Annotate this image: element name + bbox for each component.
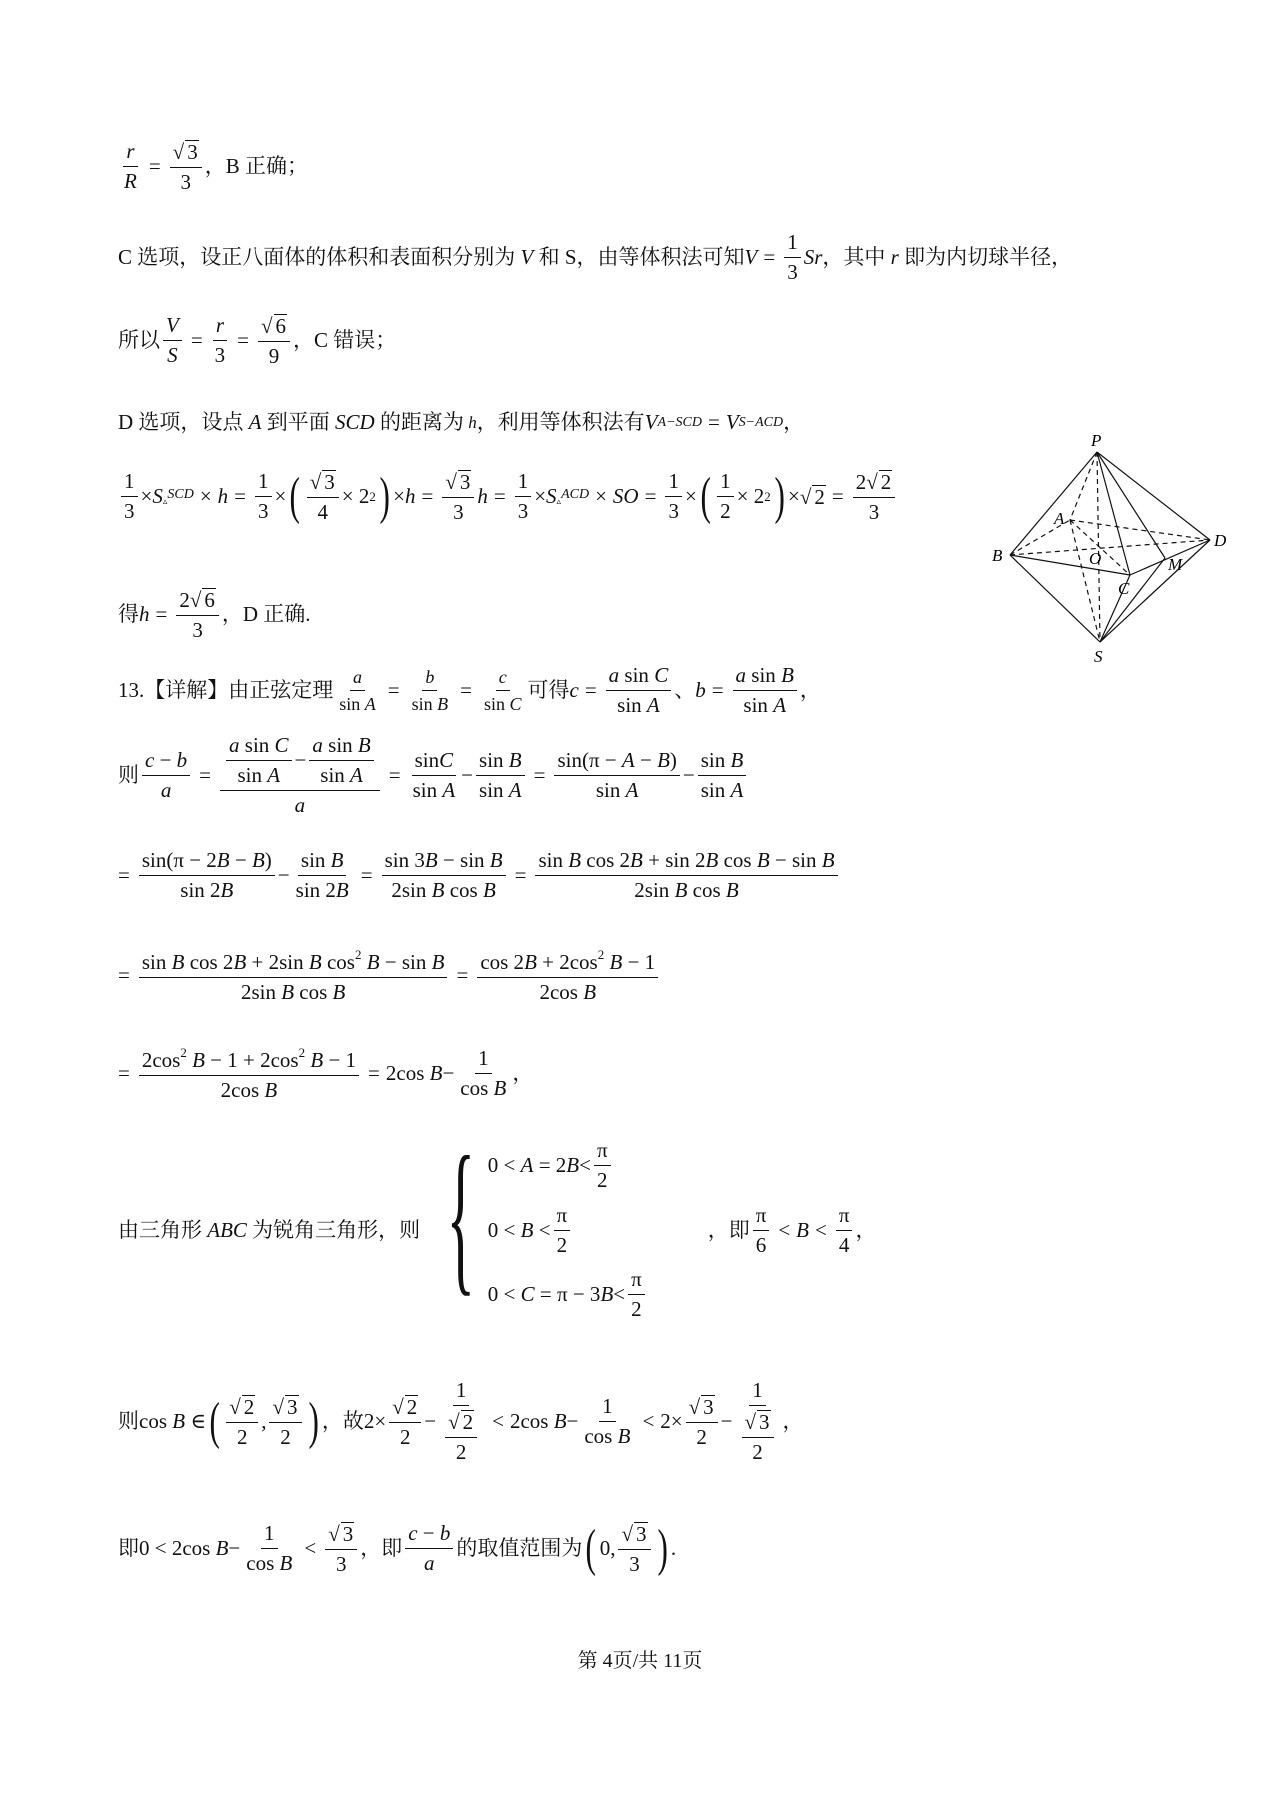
- text: .: [670, 1536, 677, 1560]
- text: ，: [783, 410, 805, 434]
- octahedron-figure: [990, 430, 1230, 670]
- text: ，由等体积法可知: [576, 245, 745, 269]
- label-S: S: [1094, 647, 1103, 666]
- line-c-minus-b: 则 $\frac{c - b}{a}$ = $\frac{\text{a sin C}}{\text{sin A}}$ − $\frac{\text{a sin B}}{\text{sin A}}$ a = $\frac{\sin C}{\text{sin A}}$ − $\frac{\text{sin B}}{\text{sin A}}$ = $\frac{\sin(\pi - A - B)}{\text{sin A}}$ − $\frac{\text{sin B}}{\text{sin A}}$: [118, 735, 749, 816]
- label-B: B: [992, 546, 1003, 565]
- label-M: M: [1168, 555, 1183, 574]
- text: ，B 正确；: [204, 154, 308, 178]
- label-O: O: [1089, 549, 1102, 568]
- text: ，: [799, 678, 821, 702]
- text: 、: [674, 678, 696, 702]
- line-h-result: 得 h = $\frac{2√ 6}{3}$ ，D 正确.: [118, 588, 311, 642]
- text: ，故: [321, 1409, 364, 1433]
- text: 到平面: [266, 410, 330, 434]
- text: ，利用等体积法有: [476, 410, 645, 434]
- line-acute-triangle: 由三角形 ABC 为锐角三角形，则 { 0 < A = 2 B < $\frac{\pi}{2}$ 0 < B < $\frac{\pi}{2}$ 0 < C = π − 3 B < $\frac{\pi}{2}$ ，即 $\frac{\pi}{6}$ < B < $\frac{\pi}{4}$ ，: [118, 1122, 877, 1321]
- text: 为锐角三角形，则: [252, 1217, 421, 1242]
- label-D: D: [1214, 531, 1227, 550]
- text: ，即: [707, 1217, 750, 1242]
- text: 可得: [527, 678, 570, 702]
- line-step-3: = $\frac{\sin B \cos 2B + 2\sin B \cos^2 B - \sin B}{\text{2sin B cos B}}$ = $\frac{\cos 2B + 2\cos^2 B - 1}{\text{2cos B}}$: [118, 948, 661, 1003]
- line-step-4: = $\frac{2\cos^2 B - 1 + 2\cos^2 B - 1}{\text{2cos B}}$ = 2cos B − $\frac{1}{\text{cos B}}$ ，: [118, 1045, 534, 1102]
- text: ，: [512, 1061, 534, 1085]
- text: 和: [538, 245, 560, 269]
- line-volume-equation: $\frac{1}{3}$ × S $_▵$SCD × h = $\frac{1}{3}$ × ( $\frac{√ 3}{4}$ × 2 2 ) × h = $\frac{√ 3}{3}$ h = $\frac{1}{3}$ × S $_▵$ACD × SO = $\frac{1}{3}$ × ( $\frac{1}{2}$ × 2 2 ) × √ 2 = $\frac{2√ 2}{3}$: [118, 470, 898, 523]
- line-v-over-s: 所以 $\frac{V}{S}$ = $\frac{r}{3}$ = $\frac{√ 6}{9}$ ，C 错误；: [118, 313, 397, 368]
- line-option-c: C 选项，设正八面体的体积和表面积分别为 V 和 S ，由等体积法可知 V = $\frac{1}{3}$ Sr ，其中 r 即为内切球半径，: [118, 230, 1073, 284]
- text: ，C 错误；: [293, 328, 397, 352]
- text: 则: [118, 1409, 139, 1433]
- line-option-d: D 选项，设点 A 到平面 SCD 的距离为 h ，利用等体积法有 V A−SCD = V S−ACD ，: [118, 410, 805, 434]
- text: 的距离为: [379, 410, 464, 434]
- text: 13.【详解】由正弦定理: [118, 678, 334, 702]
- line-r-over-R: $\frac{r}{R}$ = $\frac{√ 3}{3}$ ，B 正确；: [124, 139, 308, 194]
- page-footer: 第 4页/共 11页: [577, 1650, 703, 1672]
- line-step-2: = $\frac{\sin(\pi - 2B - B)}{\sin 2B}$ − $\frac{\text{sin B}}{\sin 2B}$ = $\frac{\text{sin 3B − sin B}}{\text{2sin B cos B}}$ = $\frac{\text{sin B cos 2B + sin 2B cos B − sin B}}{\text{2sin B cos B}}$: [118, 850, 841, 901]
- line-13-sine-law: 13.【详解】由正弦定理 $\frac{a}{\text{sin A}}$ = $\frac{b}{\text{sin B}}$ = $\frac{c}{\text{sin C}}$ 可得 c = $\frac{\text{a sin C}}{\text{sin A}}$ 、 b = $\frac{\text{a sin B}}{\text{sin A}}$ ，: [118, 663, 821, 717]
- text: 得: [118, 602, 139, 626]
- text: 则: [118, 763, 139, 787]
- line-cos-range: 则 cos B ∈ ( $\frac{√ 2}{2}$ , $\frac{√ 3}{2}$ ) ，故 2× $\frac{√ 2}{2}$ − $\frac{1}{\frac{√ 2}{2}}$ < 2cos B − $\frac{1}{\text{cos B}}$ < 2× $\frac{√ 3}{2}$ − $\frac{1}{\frac{√ 3}{2}}$ ，: [118, 1378, 804, 1464]
- text: 由三角形: [118, 1217, 202, 1242]
- text: 即: [118, 1536, 139, 1560]
- line-final-range: 即 0 < 2cos B − $\frac{1}{\text{cos B}}$ < $\frac{√ 3}{3}$ ，即 $\frac{c - b}{a}$ 的取值范围为 ( 0, $\frac{√ 3}{3}$ ) .: [118, 1519, 677, 1577]
- text: ，: [855, 1217, 877, 1242]
- label-A: A: [1054, 509, 1065, 528]
- text: ，即: [360, 1536, 403, 1560]
- text: ，D 正确.: [221, 602, 311, 626]
- text: C 选项，设正八面体的体积和表面积分别为: [118, 245, 516, 269]
- label-P: P: [1091, 431, 1102, 450]
- text: 的取值范围为: [456, 1536, 583, 1560]
- text: 即为内切球半径，: [904, 245, 1073, 269]
- text: ，其中: [822, 245, 886, 269]
- text: D 选项，设点: [118, 410, 244, 434]
- text: ，: [782, 1409, 804, 1433]
- label-C: C: [1118, 579, 1130, 598]
- text: 所以: [118, 328, 160, 352]
